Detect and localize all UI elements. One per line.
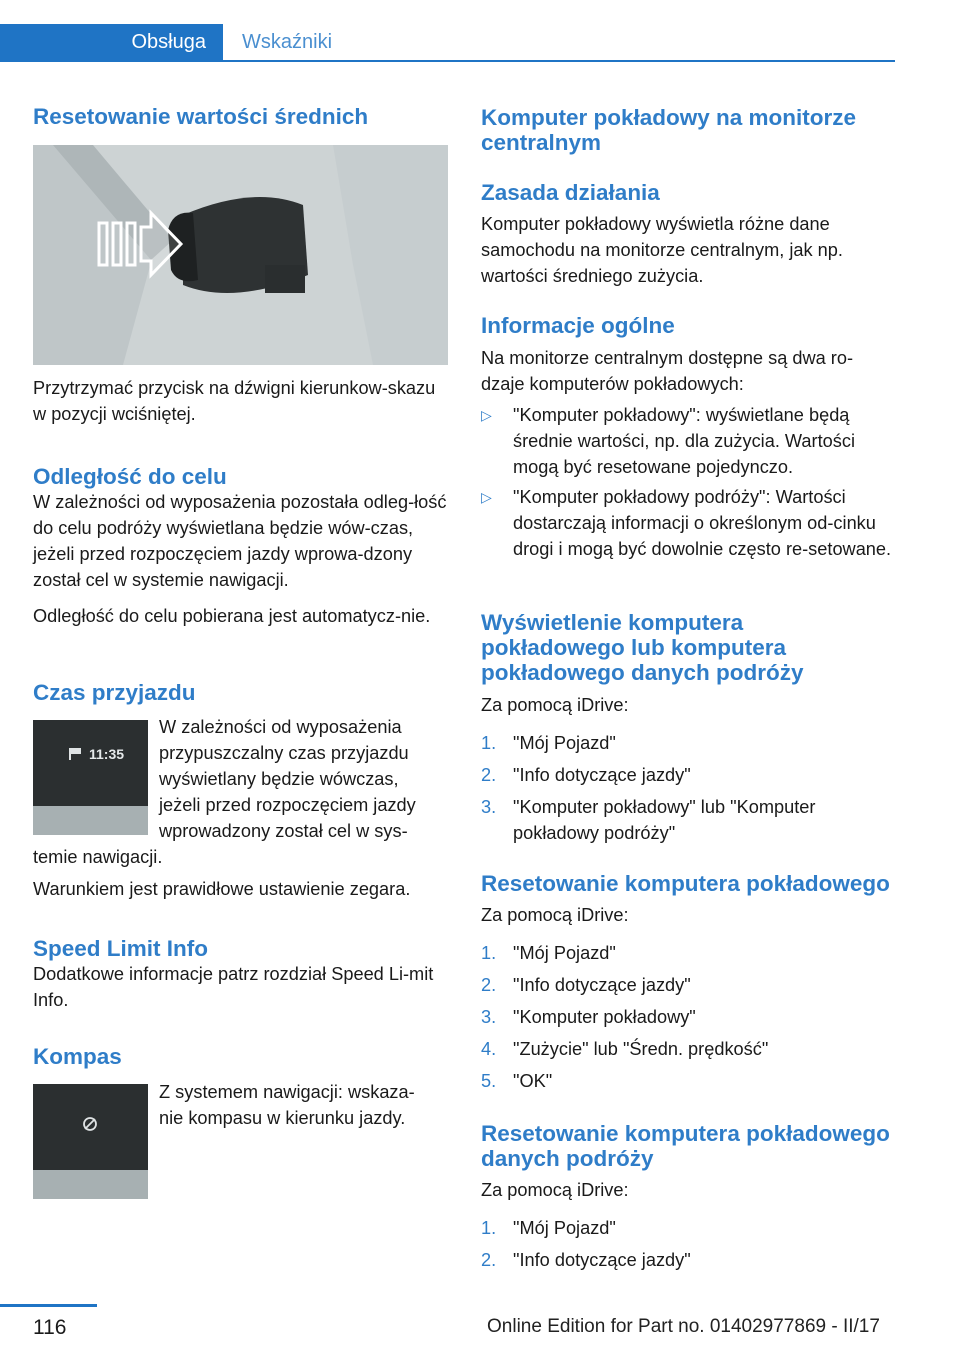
principle-paragraph: Komputer pokładowy wyświetla różne dane samochodu na monitorze centralnym, jak np. wartości średniego zużycia. xyxy=(481,214,843,286)
idrive-intro: Za pomocą iDrive: xyxy=(481,1180,629,1200)
step-text: "Mój Pojazd" xyxy=(513,943,616,963)
arrival-line-3: wyświetlany będzie wówczas, xyxy=(159,769,399,789)
step-number: 1. xyxy=(481,1218,497,1238)
step-number: 3. xyxy=(481,1007,497,1027)
section-title-speed-limit: Speed Limit Info xyxy=(33,936,209,961)
section-title-distance: Odległość do celu xyxy=(33,464,227,489)
step-text: "Info dotyczące jazdy" xyxy=(513,1250,691,1270)
section-title-reset-trip-computer: Resetowanie komputera pokładowego danych podróży xyxy=(481,1121,890,1171)
section-title-compass: Kompas xyxy=(33,1044,122,1069)
arrival-line-end: temie nawigacji. xyxy=(33,847,163,867)
list-item xyxy=(481,402,895,482)
list-item xyxy=(481,1068,895,1094)
idrive-intro: Za pomocą iDrive: xyxy=(481,905,629,925)
step-text: "Komputer pokładowy" lub "Komputer pokładowy podróży" xyxy=(513,797,816,843)
step-number: 2. xyxy=(481,975,497,995)
step-text: "Mój Pojazd" xyxy=(513,733,616,753)
list-item xyxy=(481,940,895,966)
section-title-principle: Zasada działania xyxy=(481,180,660,205)
step-text: "Info dotyczące jazdy" xyxy=(513,765,691,785)
arrival-line-4: jeżeli przed rozpoczęciem jazdy xyxy=(159,795,416,815)
idrive-intro: Za pomocą iDrive: xyxy=(481,695,629,715)
arrival-line-1: W zależności od wyposażenia xyxy=(159,717,402,737)
step-text: "OK" xyxy=(513,1071,553,1091)
tab-underline xyxy=(0,60,895,62)
section-title-onboard-computer: Komputer pokładowy na monitorze centralnym xyxy=(481,105,857,155)
step-text: "Info dotyczące jazdy" xyxy=(513,975,691,995)
general-info-paragraph: Na monitorze centralnym dostępne są dwa ro‐dzaje komputerów pokładowych: xyxy=(481,348,854,394)
list-item xyxy=(481,1004,895,1030)
bullet-text: "Komputer pokładowy": wyświetlane będą średnie wartości, np. dla zużycia. Wartości mogą być resetowane pojedynczo. xyxy=(513,405,855,477)
compass-line-2: nie kompasu w kierunku jazdy. xyxy=(159,1108,406,1128)
list-item xyxy=(481,794,895,846)
edition-footer: Online Edition for Part no. 01402977869 - II/17 xyxy=(487,1316,880,1337)
step-number: 2. xyxy=(481,765,497,785)
bullet-triangle-icon: ▷ xyxy=(481,489,492,505)
list-item xyxy=(481,1247,895,1273)
step-number: 3. xyxy=(481,797,497,817)
compass-display-image xyxy=(33,1084,148,1199)
distance-paragraph-2: Odległość do celu pobierana jest automatycz‐nie. xyxy=(33,606,431,626)
step-number: 4. xyxy=(481,1039,497,1059)
section-title-reset-computer: Resetowanie komputera pokładowego xyxy=(481,871,890,896)
section-title-show-computer: Wyświetlenie komputera pokładowego lub komputera pokładowego danych podróży xyxy=(481,610,804,685)
arrival-line-2: przypuszczalny czas przyjazdu xyxy=(159,743,409,763)
tab-obsluga[interactable]: Obsługa xyxy=(0,24,223,60)
arrival-line-5: wprowadzony został cel w sys‐ xyxy=(159,821,408,841)
reset-instruction: Przytrzymać przycisk na dźwigni kierunkow‐skazu w pozycji wciśniętej. xyxy=(33,378,436,424)
compass-line-1: Z systemem nawigacji: wskaza‐ xyxy=(159,1082,415,1102)
step-number: 5. xyxy=(481,1071,497,1091)
list-item xyxy=(481,484,895,590)
footer-line xyxy=(0,1304,97,1307)
step-number: 1. xyxy=(481,733,497,753)
section-title-reset-averages: Resetowanie wartości średnich xyxy=(33,104,369,129)
step-number: 2. xyxy=(481,1250,497,1270)
clock-note: Warunkiem jest prawidłowe ustawienie zegara. xyxy=(33,879,411,899)
tab-wskazniki[interactable]: Wskaźniki xyxy=(242,30,333,53)
arrival-time-text xyxy=(159,714,449,844)
bullet-text: "Komputer pokładowy podróży": Wartości dostarczają informacji o określonym od‐cinku drogi i mogą być dowolnie często re‐setowane. xyxy=(513,487,892,559)
section-title-general-info: Informacje ogólne xyxy=(481,313,675,338)
list-item xyxy=(481,972,895,998)
step-text: "Zużycie" lub "Średn. prędkość" xyxy=(513,1039,769,1059)
step-text: "Mój Pojazd" xyxy=(513,1218,616,1238)
compass-text xyxy=(159,1079,449,1131)
step-text: "Komputer pokładowy" xyxy=(513,1007,696,1027)
distance-paragraph-1: W zależności od wyposażenia pozostała odleg‐łość do celu podróży wyświetlana będzie wów‐czas, jeżeli przed rozpoczęciem jazdy wprowa‐dzony został cel w systemie nawigacji. xyxy=(33,492,447,590)
arrival-time-value: 11:35 xyxy=(89,746,125,762)
page-number: 116 xyxy=(33,1316,67,1339)
list-item xyxy=(481,762,895,788)
list-item xyxy=(481,1036,895,1062)
chapter-tabs xyxy=(0,24,895,62)
bullet-triangle-icon: ▷ xyxy=(481,407,492,423)
step-number: 1. xyxy=(481,943,497,963)
speed-limit-paragraph: Dodatkowe informacje patrz rozdział Speed Li‐mit Info. xyxy=(33,964,434,1010)
turn-signal-stalk-image xyxy=(33,145,448,365)
section-title-arrival-time: Czas przyjazdu xyxy=(33,680,196,705)
arrival-time-display-image xyxy=(33,720,148,835)
list-item xyxy=(481,730,895,756)
list-item xyxy=(481,1215,895,1241)
